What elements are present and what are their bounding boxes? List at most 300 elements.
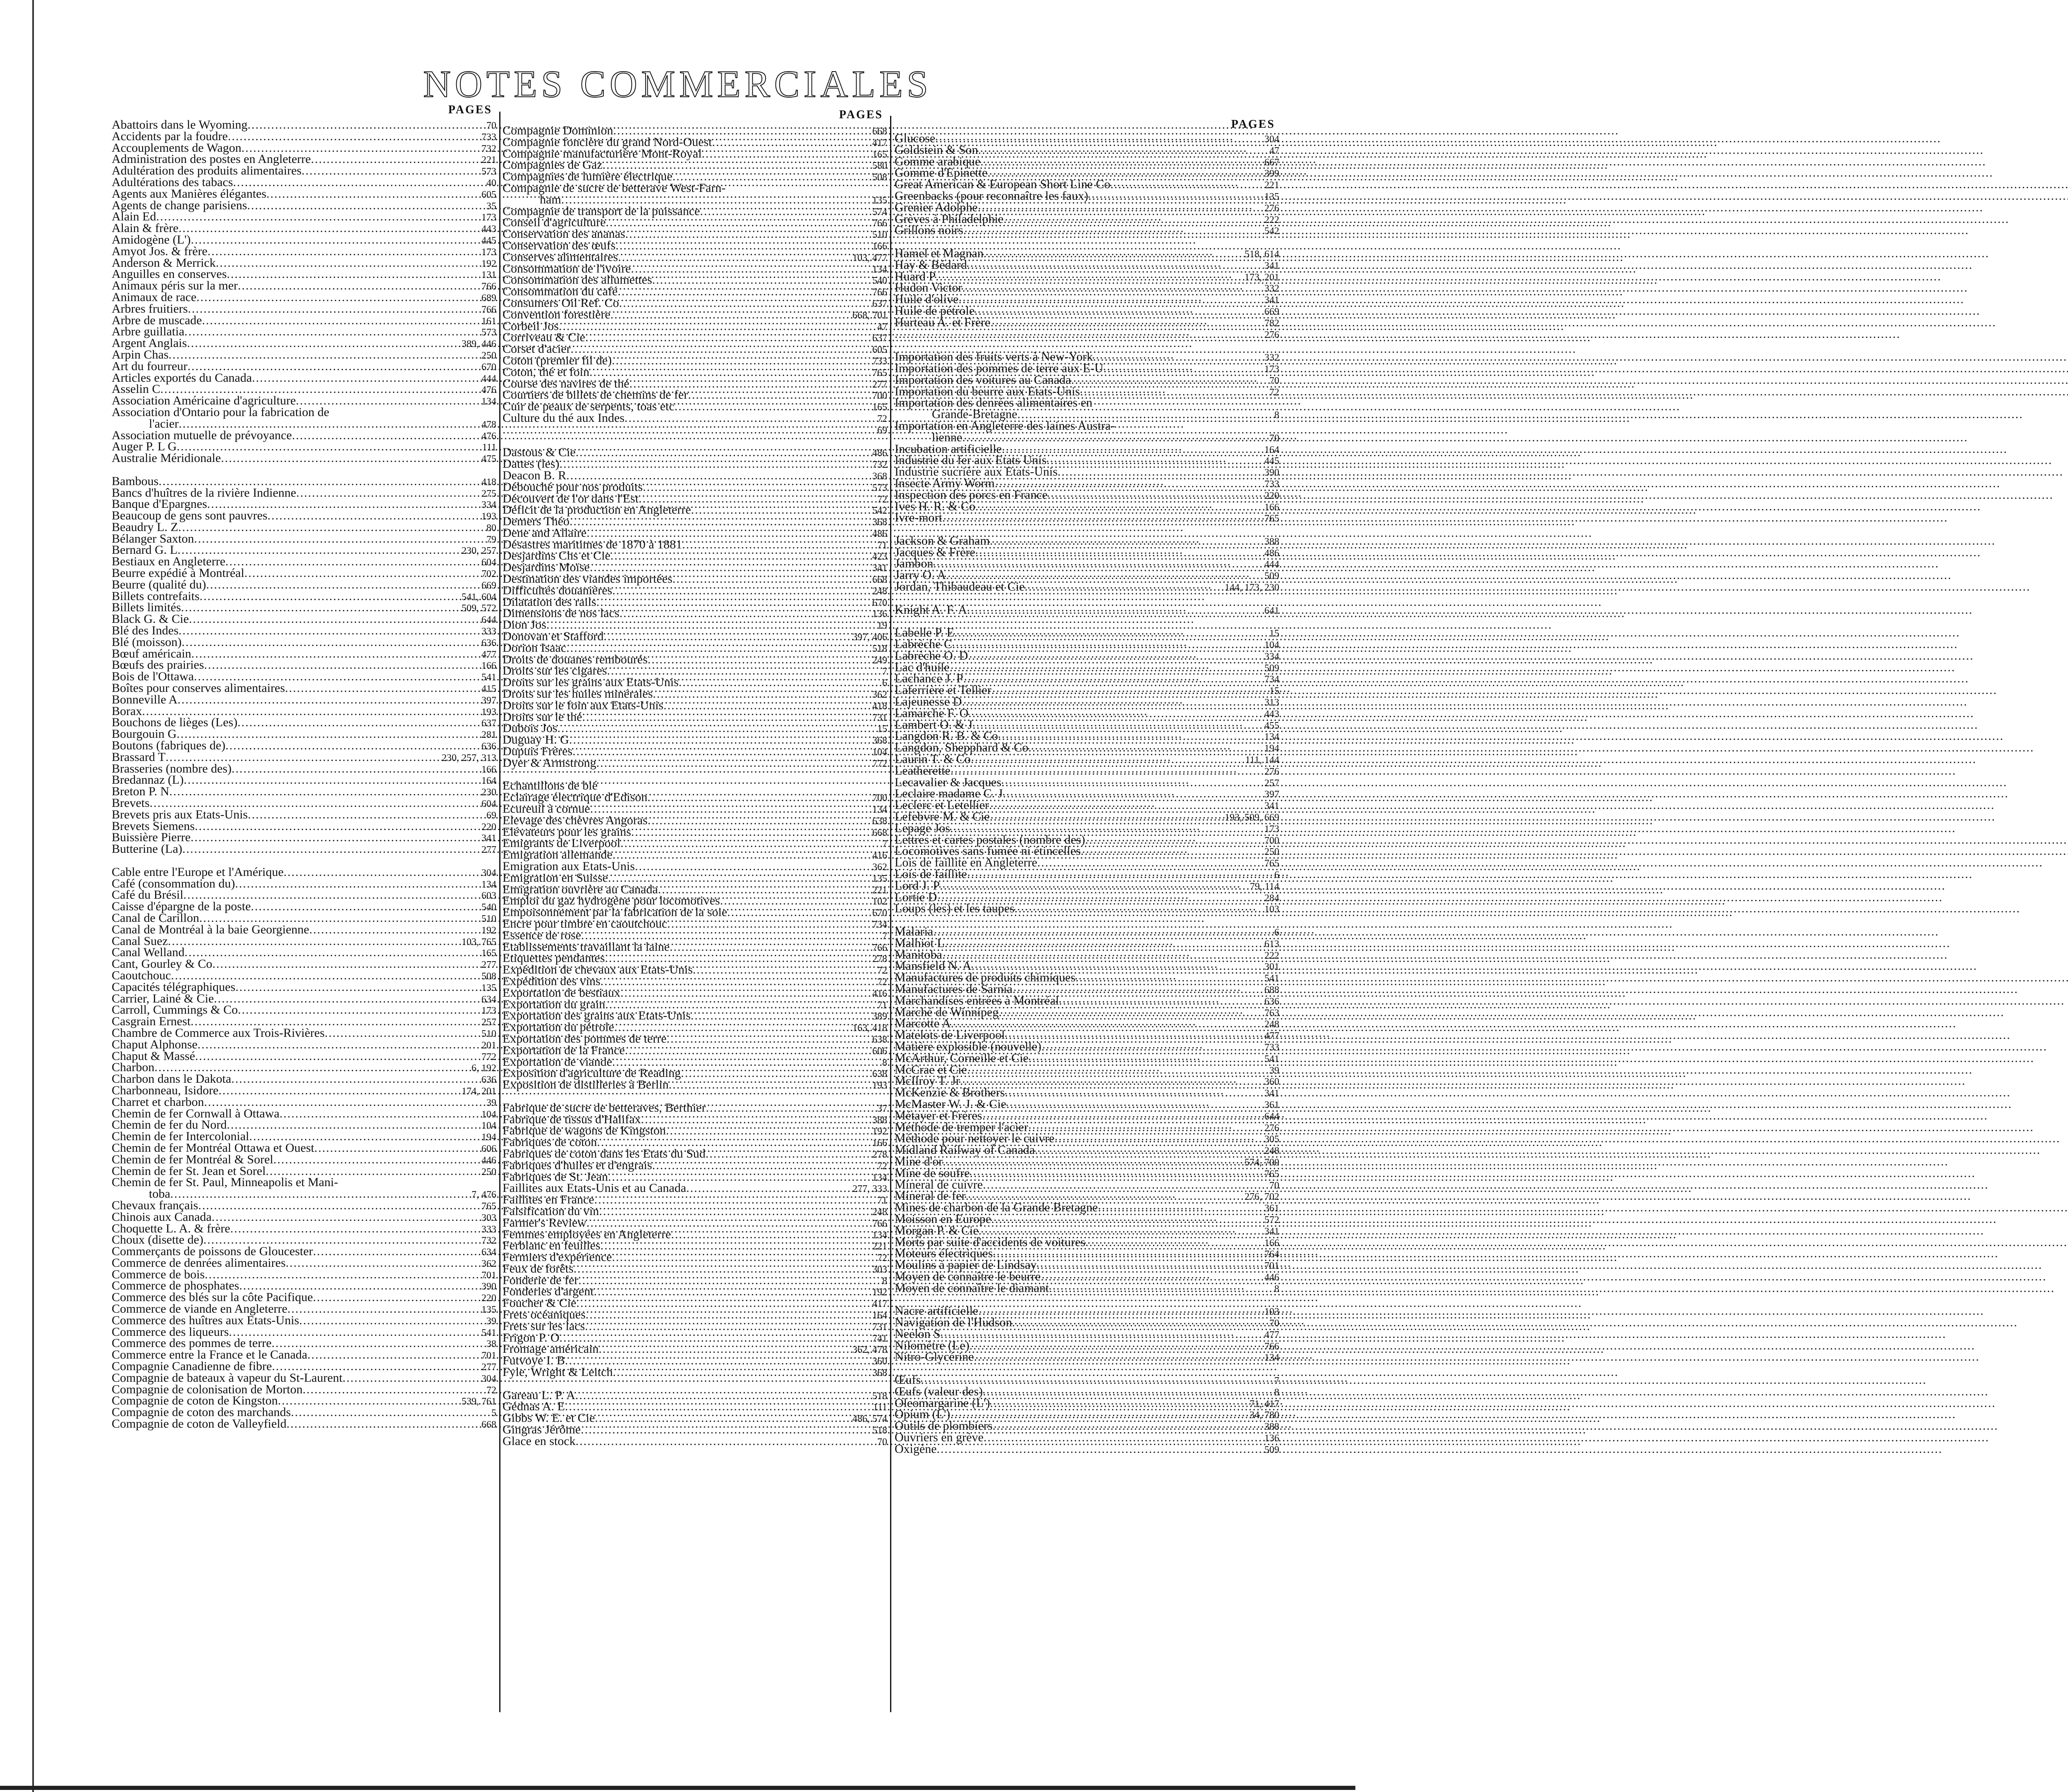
entry-title: Frigon P. O xyxy=(503,1330,560,1345)
index-entry xyxy=(895,1122,1279,1133)
page-number: 518, 614 xyxy=(1245,249,1279,260)
leader-dots xyxy=(595,1412,851,1424)
index-entry xyxy=(895,742,1279,754)
index-entry xyxy=(503,665,887,677)
entry-title: Emigration allemande xyxy=(503,848,613,862)
leader-dots xyxy=(237,717,480,728)
index-entry xyxy=(895,857,1279,868)
leader-dots xyxy=(706,1148,871,1160)
leader-dots xyxy=(182,636,480,648)
page-number: 668, 701 xyxy=(852,310,887,321)
index-entry xyxy=(895,1144,1279,1156)
page-number: 79 xyxy=(486,534,496,545)
leader-dots xyxy=(586,1309,871,1321)
leader-dots xyxy=(619,297,871,309)
leader-dots xyxy=(960,1075,1263,1087)
page-number: 220 xyxy=(481,821,496,833)
entry-title: Laferrière et Tellier xyxy=(895,683,991,697)
leader-dots xyxy=(184,326,480,337)
index-entry xyxy=(112,1292,496,1303)
index-entry xyxy=(503,332,887,343)
page-number: 397 xyxy=(481,695,496,706)
entry-title: Ecureuil à cornue xyxy=(503,802,590,816)
entry-title: Hamel et Magnan xyxy=(895,246,984,260)
leader-dots xyxy=(990,1397,1248,1409)
page-number: 580 xyxy=(872,160,887,172)
entry-title: Fonderies d'argent xyxy=(503,1285,594,1299)
index-entry xyxy=(503,1136,887,1148)
leader-dots xyxy=(688,389,871,401)
entry-title: Commerce de phosphates xyxy=(112,1279,239,1293)
index-entry xyxy=(895,455,1279,466)
entry-title: Desjardins Moïse xyxy=(503,560,590,574)
page-number: 220 xyxy=(1264,490,1279,501)
page-number: 362, 478 xyxy=(852,1345,887,1356)
index-entry xyxy=(895,397,1279,409)
leader-dots xyxy=(978,202,1263,213)
leader-dots xyxy=(182,843,480,855)
entry-title: Dattes (les) xyxy=(503,457,560,471)
page-number: 250 xyxy=(1264,847,1279,858)
index-entry xyxy=(895,811,1279,823)
leader-dots xyxy=(946,569,1263,581)
index-entry xyxy=(503,321,887,332)
entry-title: Droits sur le foin aux Etats-Unis xyxy=(503,698,664,712)
page-number: 276 xyxy=(1264,329,1279,340)
leader-dots xyxy=(967,259,1263,271)
leader-dots xyxy=(1006,1098,1263,1110)
index-entry xyxy=(895,443,1279,455)
page-number: 277 xyxy=(872,379,887,390)
entry-title: Mineral de fer xyxy=(895,1189,966,1203)
leader-dots xyxy=(208,246,480,257)
page-number: 486 xyxy=(872,448,887,459)
index-entry xyxy=(112,1004,496,1016)
leader-dots xyxy=(566,642,871,654)
leader-dots xyxy=(170,1188,470,1200)
index-entry xyxy=(112,706,496,717)
page-number: 103 xyxy=(1264,904,1279,915)
page-number: 173 xyxy=(1264,364,1279,375)
leader-dots xyxy=(619,608,871,619)
entry-title: Commerce de bois xyxy=(112,1267,205,1281)
entry-title: Deacon B. R xyxy=(503,468,567,482)
index-entry xyxy=(895,1305,1279,1317)
entry-title: Lecavalier & Jacques xyxy=(895,775,1002,789)
leader-dots xyxy=(1035,1144,1263,1156)
index-entry xyxy=(112,418,496,430)
page-number: 734 xyxy=(1264,674,1279,685)
leader-dots xyxy=(227,268,480,280)
entry-title: Eclairage électrique d'Edison xyxy=(503,790,648,804)
index-entry xyxy=(895,432,1279,443)
index-entry xyxy=(112,476,496,487)
page-number: 69 xyxy=(486,810,496,821)
index-entry xyxy=(112,1050,496,1062)
page-number: 638 xyxy=(872,816,887,827)
leader-dots xyxy=(639,493,876,505)
entry-title: Falsification du vin xyxy=(503,1204,599,1218)
entry-title: Femmes employées en Angleterre xyxy=(503,1227,671,1241)
entry-title: Midland Railway of Canada xyxy=(895,1143,1035,1157)
index-entry xyxy=(503,1229,887,1240)
entry-title: Difficultés douanières xyxy=(503,583,613,597)
leader-dots xyxy=(280,1108,480,1120)
index-entry xyxy=(503,987,887,999)
index-entry xyxy=(895,777,1279,788)
index-entry xyxy=(112,797,496,809)
page-number: 134 xyxy=(1264,1352,1279,1364)
index-entry xyxy=(112,993,496,1005)
index-entry xyxy=(503,1251,887,1263)
entry-title: Charret et charbon xyxy=(112,1095,204,1109)
leader-dots xyxy=(945,938,1263,949)
leader-dots xyxy=(980,156,1263,167)
index-entry xyxy=(503,803,887,815)
index-entry xyxy=(112,1016,496,1027)
index-column-1 xyxy=(112,103,496,1692)
leader-dots xyxy=(1012,1317,1268,1328)
entry-list xyxy=(112,119,496,1430)
index-entry xyxy=(112,1073,496,1085)
page-number: 542 xyxy=(1264,226,1279,237)
page-number: 134 xyxy=(872,264,887,275)
leader-dots xyxy=(1103,363,1263,374)
section-spacer xyxy=(503,769,887,780)
index-entry xyxy=(112,177,496,188)
index-entry xyxy=(112,337,496,349)
page-number: 111 xyxy=(482,442,496,453)
entry-title: Fabriques de St. Jean xyxy=(503,1170,608,1184)
leader-dots xyxy=(238,1004,480,1016)
page-number: 766 xyxy=(1264,1341,1279,1352)
index-entry xyxy=(895,1156,1279,1168)
leader-dots xyxy=(1037,857,1263,868)
page-number: 111 xyxy=(873,1402,887,1413)
page-number: 733 xyxy=(1264,1042,1279,1053)
entry-title: Etiquettes pendantes xyxy=(503,951,605,965)
page-number: 446 xyxy=(481,1155,496,1166)
page-number: 161 xyxy=(481,316,496,327)
page-number: 135 xyxy=(872,873,887,884)
page-number: 221 xyxy=(481,155,496,166)
leader-dots xyxy=(177,544,460,556)
leader-dots xyxy=(991,1213,1263,1225)
index-entry xyxy=(503,723,887,734)
index-entry xyxy=(112,935,496,947)
index-entry xyxy=(503,1355,887,1366)
index-entry xyxy=(503,826,887,838)
leader-dots xyxy=(1003,788,1263,799)
leader-dots xyxy=(967,1064,1268,1076)
entry-title: Chemin de fer St. Paul, Minneapolis et Mani- xyxy=(112,1175,338,1189)
page-number: 15 xyxy=(877,724,887,735)
index-entry xyxy=(895,179,1279,190)
page-number: 230, 257, 313 xyxy=(442,752,496,763)
page-number: 174, 201 xyxy=(462,1086,496,1097)
index-entry xyxy=(503,895,887,907)
index-entry xyxy=(112,498,496,510)
leader-dots xyxy=(314,1142,480,1154)
index-entry xyxy=(503,849,887,861)
index-entry xyxy=(895,845,1279,857)
index-entry xyxy=(503,366,887,378)
page-number: 277 xyxy=(481,959,496,971)
leader-dots xyxy=(202,315,480,326)
entry-title: Morgan P. & Cie xyxy=(895,1223,979,1237)
entry-title: Fyle, Wright & Leitch xyxy=(503,1365,613,1379)
index-entry xyxy=(112,567,496,579)
entry-title: Labelle P. E xyxy=(895,626,955,640)
page-number: 193 xyxy=(481,511,496,522)
page-number: 368 xyxy=(872,471,887,482)
leader-dots xyxy=(187,337,460,349)
index-entry xyxy=(112,1395,496,1407)
entry-title: Charbonneau, Isidore xyxy=(112,1083,219,1097)
leader-dots xyxy=(585,1321,871,1332)
entry-title: Corbeil Jos xyxy=(503,319,559,333)
leader-dots xyxy=(1015,903,1263,914)
page-number: 518 xyxy=(872,643,887,654)
entry-title: Buissière Pierre xyxy=(112,830,191,845)
page-number: 477 xyxy=(481,649,496,660)
leader-dots xyxy=(720,895,871,907)
index-entry xyxy=(112,361,496,372)
leader-dots xyxy=(670,941,871,953)
entry-title: Commerce des liqueurs xyxy=(112,1325,229,1339)
leader-dots xyxy=(984,248,1243,259)
index-entry xyxy=(895,1259,1279,1271)
entry-title: Hay & Bédard xyxy=(895,258,967,272)
entry-title: Capacités télégraphiques xyxy=(112,980,236,994)
entry-title: Loups (les) et les taupes xyxy=(895,902,1015,916)
page-number: 397, 406 xyxy=(852,632,887,643)
entry-title: Emigration ouvrière au Canada xyxy=(503,882,658,896)
page-number: 7 xyxy=(882,931,887,942)
leader-dots xyxy=(218,1085,460,1096)
index-entry xyxy=(503,654,887,665)
leader-dots xyxy=(313,1246,480,1257)
leader-dots xyxy=(165,751,440,763)
index-entry xyxy=(895,167,1279,179)
page-number: 163, 418 xyxy=(852,1023,887,1034)
leader-dots xyxy=(191,234,480,246)
entry-title: Industrie du fer aux Etats Unis xyxy=(895,453,1047,467)
entry-title: Chaput Alphonse xyxy=(112,1037,198,1051)
leader-dots xyxy=(570,516,871,527)
leader-dots xyxy=(571,343,871,355)
entry-title: Emigrants de Liverpool xyxy=(503,836,620,850)
leader-dots xyxy=(993,1248,1263,1259)
leader-dots xyxy=(895,328,1263,340)
page-number: 15 xyxy=(1269,628,1279,639)
entry-title: Compagnie de coton de Kingston xyxy=(112,1394,278,1408)
page-number: 510 xyxy=(481,1028,496,1039)
page-number: 192 xyxy=(872,1287,887,1298)
leader-dots xyxy=(935,133,1263,144)
entry-title: Breton P. N xyxy=(112,785,170,799)
page-number: 37 xyxy=(877,1103,887,1114)
entry-title: Blé (moisson) xyxy=(112,635,182,649)
leader-dots xyxy=(169,349,480,361)
page-number: 510 xyxy=(481,913,496,924)
index-entry xyxy=(895,1432,1279,1443)
entry-title: Argent Anglais xyxy=(112,336,187,350)
leader-dots xyxy=(620,837,881,849)
leader-dots xyxy=(594,1194,876,1206)
entry-title: Dubois Jos xyxy=(503,721,558,735)
entry-title: Beaudry L. Z xyxy=(112,520,178,534)
leader-dots xyxy=(975,501,1263,512)
leader-dots xyxy=(1093,351,1263,363)
index-entry xyxy=(503,976,887,987)
entry-title: Administration des postes en Angleterre xyxy=(112,152,311,166)
entry-title: Droits sur les huiles minérales xyxy=(503,687,653,701)
index-entry xyxy=(895,374,1279,386)
page-number: 220 xyxy=(481,1293,496,1304)
entry-title: Compagnie de bateaux à vapeur du St-Laurent xyxy=(112,1371,343,1385)
leader-dots xyxy=(198,1200,480,1211)
page-number: 388 xyxy=(1264,536,1279,547)
entry-title: Moyen de connaître le beurre xyxy=(895,1269,1041,1283)
index-entry xyxy=(895,409,1279,420)
leader-dots xyxy=(693,964,876,976)
index-entry xyxy=(112,1119,496,1131)
index-entry xyxy=(112,821,496,832)
index-entry xyxy=(895,1374,1279,1386)
page-number: 542 xyxy=(872,505,887,517)
entry-title: Dupuis Frères xyxy=(503,744,573,758)
entry-title: Désastres maritimes de 1870 à 1881 xyxy=(503,537,682,551)
leader-dots xyxy=(691,504,871,516)
index-entry xyxy=(112,257,496,269)
section-spacer xyxy=(895,340,1279,351)
page-number: 304 xyxy=(1264,134,1279,145)
index-entry xyxy=(112,1280,496,1292)
entry-title: Commerce des pommes de terre xyxy=(112,1336,272,1350)
entry-title: Australie Méridionale xyxy=(112,451,221,465)
leader-dots xyxy=(199,912,480,924)
leader-dots xyxy=(667,1033,871,1045)
entry-title: Exportation de viande xyxy=(503,1055,612,1069)
entry-title: Foucher & Cie xyxy=(503,1296,577,1310)
leader-dots xyxy=(631,826,871,838)
page-number: 6 xyxy=(1274,870,1279,880)
leader-dots xyxy=(940,880,1248,892)
entry-title: Mine de soufre xyxy=(895,1166,970,1180)
index-entry xyxy=(895,328,1279,340)
page-number: 276 xyxy=(1264,1122,1279,1134)
index-entry xyxy=(503,780,887,792)
entry-title: Dorion Isaac xyxy=(503,641,567,655)
entry-title: Consumers Oil Ref. Co xyxy=(503,296,619,310)
leader-dots xyxy=(1041,1041,1263,1053)
page-number: 444 xyxy=(1264,559,1279,570)
entry-title: Association Américaine d'agriculture xyxy=(112,394,296,408)
page-number: 165 xyxy=(872,402,887,413)
page-number: 518 xyxy=(872,1390,887,1402)
index-entry xyxy=(503,1102,887,1114)
page-number: 313 xyxy=(1264,697,1279,708)
leader-dots xyxy=(242,142,480,154)
leader-dots xyxy=(302,165,480,177)
index-entry xyxy=(112,1200,496,1211)
index-entry xyxy=(895,1075,1279,1087)
page-number: 573 xyxy=(481,327,496,338)
leader-dots xyxy=(178,522,485,533)
leader-dots xyxy=(596,757,871,769)
page-number: 541 xyxy=(481,1327,496,1338)
entry-title: Hurteau A. et Frère xyxy=(895,315,991,329)
page-number: 276 xyxy=(1264,203,1279,214)
index-entry xyxy=(503,251,887,263)
index-entry xyxy=(503,1125,887,1136)
index-entry xyxy=(895,1041,1279,1053)
entry-title: Canal de Carillon xyxy=(112,911,199,925)
index-entry xyxy=(503,493,887,505)
entry-title: Lettres et cartes postales (nombre des) xyxy=(895,833,1085,847)
page-number: 362 xyxy=(481,1258,496,1269)
page-number: 476 xyxy=(481,431,496,442)
page-number: 732 xyxy=(481,1235,496,1247)
index-entry xyxy=(503,343,887,355)
section-spacer xyxy=(895,524,1279,535)
entry-title: Leclaire madame C. J xyxy=(895,787,1003,801)
leader-dots xyxy=(629,378,871,390)
entry-title: Grèves à Philadelphie xyxy=(895,212,1004,226)
entry-title: Mines de charbon de la Grande Bretagne xyxy=(895,1201,1098,1215)
page-number: 572 xyxy=(1264,1214,1279,1225)
index-entry xyxy=(895,730,1279,742)
entry-title: Auger P. L G xyxy=(112,440,177,454)
index-entry xyxy=(112,407,496,418)
index-entry xyxy=(112,1407,496,1418)
page-number: 72 xyxy=(486,1385,496,1396)
page-number: 509 xyxy=(1264,1444,1279,1455)
entry-list xyxy=(895,133,1279,1455)
page-number: 390 xyxy=(481,1281,496,1292)
index-entry xyxy=(895,696,1279,708)
entry-title: Conserves alimentaires xyxy=(503,250,618,264)
page-number: 15 xyxy=(1269,686,1279,697)
entry-title: Manitoba xyxy=(895,947,942,962)
page-number: 136 xyxy=(872,609,887,620)
page-number: 71 xyxy=(877,1195,887,1206)
leader-dots xyxy=(1085,1237,1263,1248)
index-entry xyxy=(895,650,1279,662)
index-entry xyxy=(895,903,1279,914)
leader-dots xyxy=(311,153,480,165)
index-entry xyxy=(503,1148,887,1160)
index-entry xyxy=(503,194,887,206)
index-entry xyxy=(112,912,496,924)
entry-title: Compagnie Canadienne de fibre xyxy=(112,1359,272,1373)
entry-title: Etablissements travaillant la laine xyxy=(503,940,670,954)
index-entry xyxy=(895,248,1279,259)
leader-dots xyxy=(950,823,1263,834)
page-number: 104 xyxy=(481,1109,496,1120)
entry-title: Dimensions de nos lacs xyxy=(503,606,620,620)
leader-dots xyxy=(212,1211,480,1223)
page-number: 222 xyxy=(1264,950,1279,961)
index-entry xyxy=(503,792,887,803)
leader-dots xyxy=(613,1366,871,1378)
index-entry xyxy=(112,292,496,303)
page-number: 69 xyxy=(877,425,887,436)
entry-title: Commerce de viande en Angleterre xyxy=(112,1302,287,1316)
entry-title: Bois de l'Ottawa xyxy=(112,670,194,684)
leader-dots xyxy=(150,797,480,809)
